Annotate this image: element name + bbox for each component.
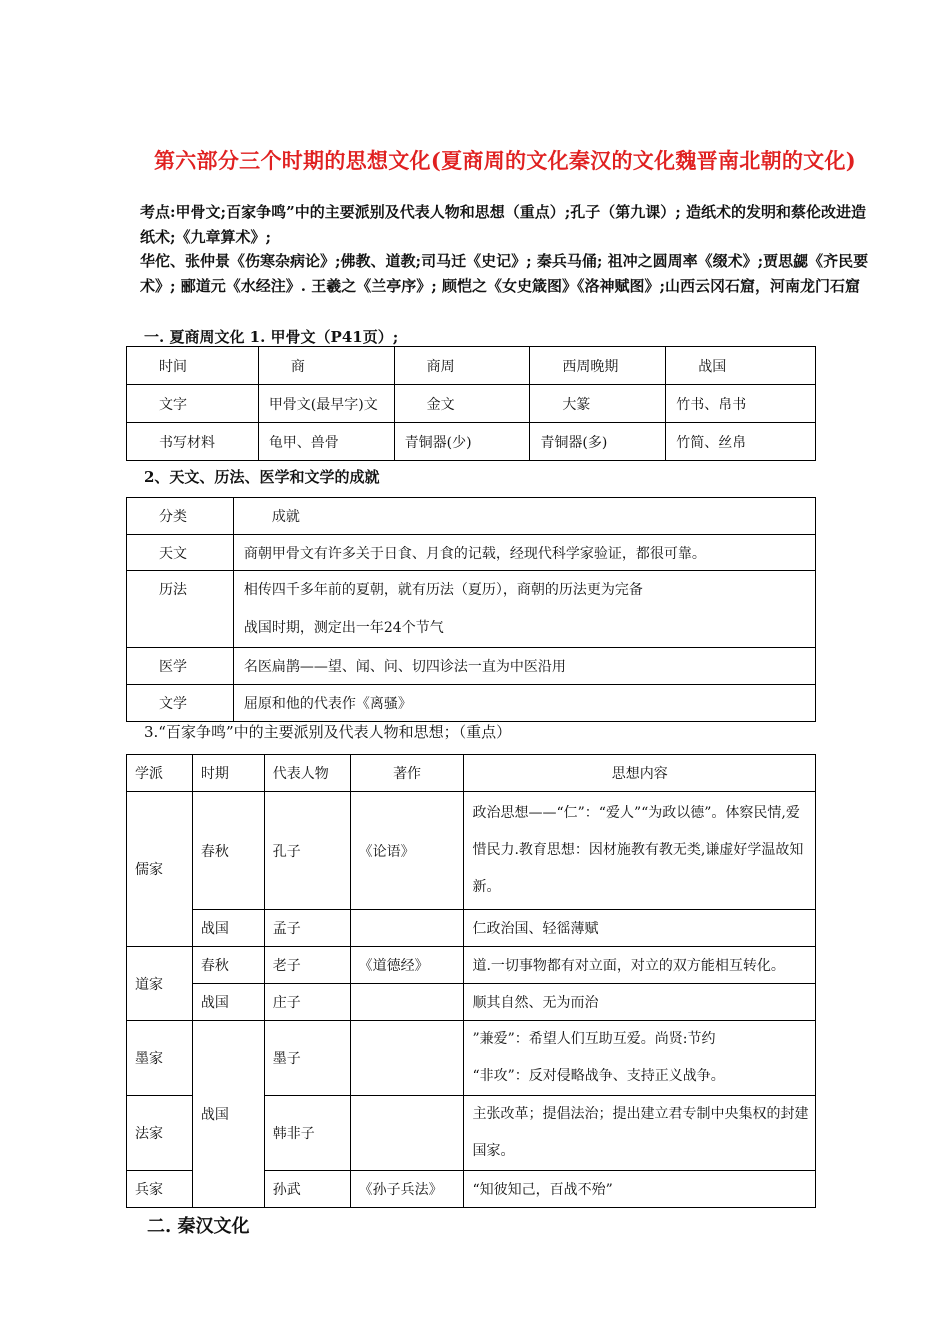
idea-line: ”兼爱”：希望人们互助互爱。尚贤:节约 bbox=[472, 1031, 716, 1047]
work-cell: 《道德经》 bbox=[350, 947, 464, 984]
table-cell: 青铜器(少) bbox=[394, 423, 530, 461]
header-cell: 代表人物 bbox=[264, 755, 350, 792]
school-cell: 儒家 bbox=[127, 792, 193, 947]
table-row bbox=[127, 984, 816, 1021]
achievements-table bbox=[126, 497, 816, 722]
table-cell: 文字 bbox=[127, 385, 259, 423]
header-cell: 时间 bbox=[127, 347, 259, 385]
work-cell: 《孙子兵法》 bbox=[350, 1171, 464, 1208]
school-cell: 兵家 bbox=[127, 1171, 193, 1208]
table-cell: 竹简、丝帛 bbox=[666, 423, 816, 461]
table-cell: 甲骨文(最早字)文 bbox=[258, 385, 394, 423]
period-cell: 春秋 bbox=[192, 792, 264, 910]
page-title: 第六部分三个时期的思想文化(夏商周的文化秦汉的文化魏晋南北朝的文化) bbox=[153, 148, 857, 173]
period-cell: 战国 bbox=[192, 910, 264, 947]
header-cell: 学派 bbox=[127, 755, 193, 792]
work-cell bbox=[350, 910, 464, 947]
table-cell: 屈原和他的代表作《离骚》 bbox=[233, 685, 815, 722]
idea-cell: 政治思想——“仁”：“爱人”“为政以德”。体察民情,爱惜民力.教育思想：因材施教有教无类,谦虚好学温故知新。 bbox=[464, 792, 816, 910]
table-header-row bbox=[127, 347, 816, 385]
idea-cell: 顺其自然、无为而治 bbox=[464, 984, 816, 1021]
person-cell: 庄子 bbox=[264, 984, 350, 1021]
person-cell: 孙武 bbox=[264, 1171, 350, 1208]
table-cell: 竹书、帛书 bbox=[666, 385, 816, 423]
table-row bbox=[127, 910, 816, 947]
header-cell: 成就 bbox=[233, 498, 815, 535]
table-cell: 天文 bbox=[127, 535, 234, 571]
table-cell: 大篆 bbox=[530, 385, 666, 423]
header-cell: 著作 bbox=[350, 755, 464, 792]
school-cell: 法家 bbox=[127, 1096, 193, 1171]
table-cell: 龟甲、兽骨 bbox=[258, 423, 394, 461]
work-cell: 《论语》 bbox=[350, 792, 464, 910]
header-cell: 战国 bbox=[666, 347, 816, 385]
table-cell: 金文 bbox=[394, 385, 530, 423]
period-cell: 战国 bbox=[192, 1021, 264, 1208]
section3-heading: 3.“百家争鸣”中的主要派别及代表人物和思想；（重点） bbox=[144, 723, 512, 741]
person-cell: 孟子 bbox=[264, 910, 350, 947]
table-row bbox=[127, 1021, 816, 1096]
period-cell: 战国 bbox=[192, 984, 264, 1021]
idea-cell: “知彼知己，百战不殆” bbox=[464, 1171, 816, 1208]
idea-cell: 道.一切事物都有对立面，对立的双方能相互转化。 bbox=[464, 947, 816, 984]
work-cell bbox=[350, 1096, 464, 1171]
table-header-row bbox=[127, 498, 816, 535]
exam-points-line-1: 考点:甲骨文;百家争鸣”中的主要派别及代表人物和思想（重点）;孔子（第九课）; 造纸术的发明和蔡伦改进造纸术;《九章算术》; bbox=[140, 203, 867, 246]
table-row bbox=[127, 685, 816, 722]
work-cell bbox=[350, 984, 464, 1021]
table-row bbox=[127, 947, 816, 984]
oracle-bone-table bbox=[126, 346, 816, 461]
header-cell: 分类 bbox=[127, 498, 234, 535]
table-header-row bbox=[127, 755, 816, 792]
header-cell: 思想内容 bbox=[464, 755, 816, 792]
table-cell: 医学 bbox=[127, 648, 234, 685]
header-cell: 商 bbox=[258, 347, 394, 385]
idea-cell: 主张改革；提倡法治；提出建立君专制中央集权的封建国家。 bbox=[464, 1096, 816, 1171]
section4-heading: 二. 秦汉文化 bbox=[147, 1216, 250, 1237]
table-cell: 书写材料 bbox=[127, 423, 259, 461]
table-row bbox=[127, 792, 816, 910]
school-cell: 墨家 bbox=[127, 1021, 193, 1096]
section1-heading: 一. 夏商周文化 1. 甲骨文（P41页）; bbox=[144, 328, 399, 346]
table-cell: 历法 bbox=[127, 571, 234, 648]
section2-heading: 2、天文、历法、医学和文学的成就 bbox=[144, 468, 380, 486]
period-cell: 春秋 bbox=[192, 947, 264, 984]
table-row bbox=[127, 648, 816, 685]
cell-line: 战国时期，测定出一年24个节气 bbox=[243, 620, 444, 636]
person-cell: 墨子 bbox=[264, 1021, 350, 1096]
school-cell: 道家 bbox=[127, 947, 193, 1021]
table-row bbox=[127, 423, 816, 461]
exam-points bbox=[140, 200, 875, 298]
person-cell: 孔子 bbox=[264, 792, 350, 910]
table-cell bbox=[233, 571, 815, 648]
exam-points-line-2: 华佗、张仲景《伤寒杂病论》;佛教、道教;司马迁《史记》; 秦兵马俑; 祖冲之圆周率《缀术》;贾思勰《齐民要术》; 郦道元《水经注》. 王羲之《兰亭序》; 顾恺之《女史箴图》《洛神赋图》;山西云冈石窟，河南龙门石窟 bbox=[140, 252, 869, 295]
header-cell: 时期 bbox=[192, 755, 264, 792]
table-cell: 青铜器(多) bbox=[530, 423, 666, 461]
table-row bbox=[127, 385, 816, 423]
person-cell: 老子 bbox=[264, 947, 350, 984]
idea-line: “非攻”：反对侵略战争、支持正义战争。 bbox=[472, 1068, 725, 1084]
table-cell: 商朝甲骨文有许多关于日食、月食的记载，经现代科学家验证，都很可靠。 bbox=[233, 535, 815, 571]
header-cell: 商周 bbox=[394, 347, 530, 385]
cell-line: 相传四千多年前的夏朝，就有历法（夏历），商朝的历法更为完备 bbox=[243, 582, 643, 598]
table-cell: 名医扁鹊——望、闻、问、切四诊法一直为中医沿用 bbox=[233, 648, 815, 685]
header-cell: 西周晚期 bbox=[530, 347, 666, 385]
idea-cell bbox=[464, 1021, 816, 1096]
idea-cell: 仁政治国、轻徭薄赋 bbox=[464, 910, 816, 947]
table-cell: 文学 bbox=[127, 685, 234, 722]
table-row bbox=[127, 535, 816, 571]
hundred-schools-table bbox=[126, 754, 816, 1208]
work-cell bbox=[350, 1021, 464, 1096]
person-cell: 韩非子 bbox=[264, 1096, 350, 1171]
table-row bbox=[127, 571, 816, 648]
